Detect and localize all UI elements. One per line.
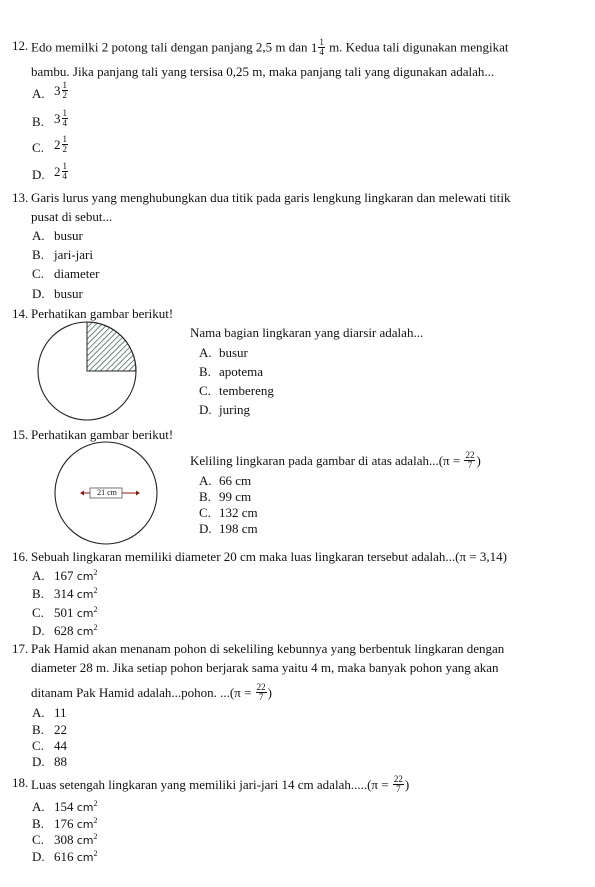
question-text-line2: pusat di sebut... xyxy=(31,209,113,224)
question-text-line2: bambu. Jika panjang tali yang tersisa 0,25 m, maka panjang tali yang digunakan adalah... xyxy=(31,64,495,79)
question-number: 14. xyxy=(12,306,29,321)
question-text-line1: Perhatikan gambar berikut! xyxy=(31,427,174,442)
question-text-line2: diameter 28 m. Jika setiap pohon berjarak sama yaitu 4 m, maka banyak pohon yang akan xyxy=(31,660,499,675)
question-number: 16. xyxy=(12,549,29,564)
mixed-fraction: 1 $\frac{1}{4}$ xyxy=(310,37,324,57)
question-number: 15. xyxy=(12,427,29,442)
question-text-line1: Luas setengah lingkaran yang memiliki jari-jari 14 cm adalah.....(π = $\frac{22}{7}$ ) xyxy=(31,774,410,794)
question-number: 17. xyxy=(12,641,29,656)
question-text-line1: Garis lurus yang menghubungkan dua titik pada garis lengkung lingkaran dan melewati titik xyxy=(31,190,511,205)
question-text-line1: Perhatikan gambar berikut! xyxy=(31,306,174,321)
shaded-sector xyxy=(87,322,136,371)
question-text-line1: Pak Hamid akan menanam pohon di sekeliling kebunnya yang berbentuk lingkaran dengan xyxy=(31,641,505,656)
question-text-line3: ditanam Pak Hamid adalah...pohon. ...(π = $\frac{22}{7}$ ) xyxy=(31,682,272,702)
question-number: 13. xyxy=(12,190,29,205)
question-number: 18. xyxy=(12,775,29,790)
diameter-label: 21 cm xyxy=(97,488,117,497)
question-text-line1: Edo memilki 2 potong tali dengan panjang 2,5 m dan 1 $\frac{1}{4}$ m. Kedua tali digunakan mengikat xyxy=(31,37,509,57)
question-prompt: Keliling lingkaran pada gambar di atas adalah...(π = $\frac{22}{7}$ ) xyxy=(190,450,481,470)
question-text-line1: Sebuah lingkaran memiliki diameter 20 cm maka luas lingkaran tersebut adalah...(π = 3,14) xyxy=(31,549,507,564)
question-number: 12. xyxy=(12,38,29,53)
circle-sector-figure xyxy=(34,318,144,428)
question-prompt: Nama bagian lingkaran yang diarsir adalah... xyxy=(190,325,424,340)
